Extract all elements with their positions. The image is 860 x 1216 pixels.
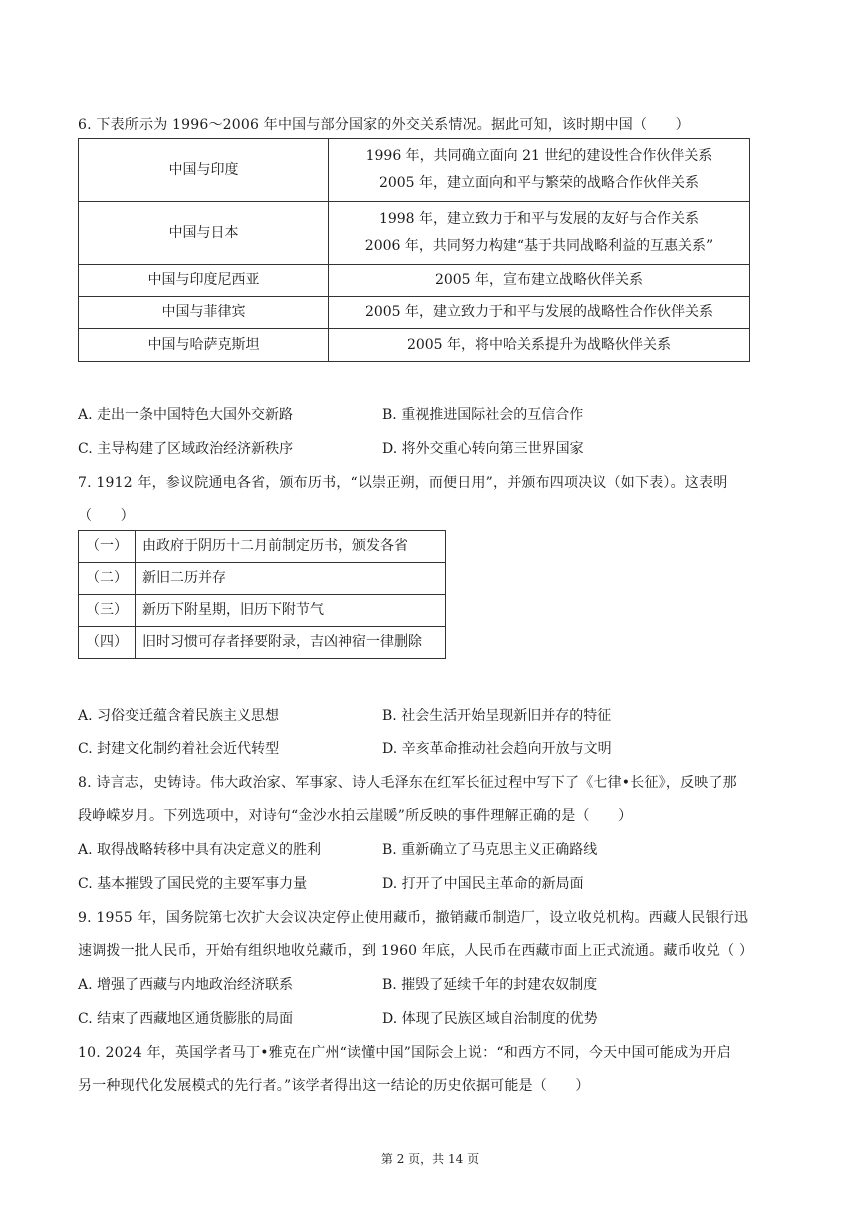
table-cell: 新旧二历并存 xyxy=(136,563,446,595)
cell-line: 2006 年，共同努力构建“基于共同战略利益的互惠关系” xyxy=(364,238,714,254)
table-cell: 2005 年，将中哈关系提升为战略伙伴关系 xyxy=(329,329,750,362)
table-row xyxy=(79,265,750,297)
q6-option-c[interactable]: C. 主导构建了区域政治经济新秩序 xyxy=(78,441,294,457)
table-row xyxy=(79,563,446,595)
q9-option-c[interactable]: C. 结束了西藏地区通货膨胀的局面 xyxy=(78,1011,294,1027)
q7-option-c[interactable]: C. 封建文化制约着社会近代转型 xyxy=(78,741,280,757)
q7-option-a[interactable]: A. 习俗变迁蕴含着民族主义思想 xyxy=(78,708,280,724)
table-row xyxy=(79,139,750,202)
q7-stem-cont: （ ） xyxy=(78,508,135,524)
page-footer: 第 2 页，共 14 页 xyxy=(380,1152,480,1166)
table-cell: 中国与哈萨克斯坦 xyxy=(79,329,329,362)
table-cell xyxy=(329,139,750,202)
q10-stem: 10. 2024 年，英国学者马丁•雅克在广州“读懂中国”国际会上说：“和西方不同，今天中国可能成为开启 xyxy=(78,1045,731,1061)
q9-option-b[interactable]: B. 摧毁了延续千年的封建农奴制度 xyxy=(382,977,598,993)
table-row xyxy=(79,297,750,329)
table-cell: （三） xyxy=(79,595,136,627)
q9-stem: 9. 1955 年，国务院第七次扩大会议决定停止使用藏币，撤销藏币制造厂，设立收兑机构。西藏人民银行迅 xyxy=(78,910,749,926)
table-cell: 2005 年，建立致力于和平与发展的战略性合作伙伴关系 xyxy=(329,297,750,329)
table-cell: 中国与印度尼西亚 xyxy=(79,265,329,297)
q8-option-a[interactable]: A. 取得战略转移中具有决定意义的胜利 xyxy=(78,842,322,858)
cell-line: 2005 年，建立面向和平与繁荣的战略合作伙伴关系 xyxy=(378,175,700,191)
q9-option-d[interactable]: D. 体现了民族区域自治制度的优势 xyxy=(382,1011,598,1027)
q8-option-b[interactable]: B. 重新确立了马克思主义正确路线 xyxy=(382,842,598,858)
q6-option-b[interactable]: B. 重视推进国际社会的互信合作 xyxy=(382,407,584,423)
table-cell: 2005 年，宣布建立战略伙伴关系 xyxy=(329,265,750,297)
table-cell: 中国与菲律宾 xyxy=(79,297,329,329)
table-cell: （二） xyxy=(79,563,136,595)
q10-stem-cont: 另一种现代化发展模式的先行者。”该学者得出这一结论的历史依据可能是（ ） xyxy=(78,1078,590,1094)
cell-line: 1998 年，建立致力于和平与发展的友好与合作关系 xyxy=(378,211,700,227)
table-cell: 中国与日本 xyxy=(79,202,329,265)
q6-option-a[interactable]: A. 走出一条中国特色大国外交新路 xyxy=(78,407,294,423)
table-cell: 旧时习惯可存者择要附录，吉凶神宿一律删除 xyxy=(136,627,446,659)
table-cell: 新历下附星期，旧历下附节气 xyxy=(136,595,446,627)
table-cell: 中国与印度 xyxy=(79,139,329,202)
table-row xyxy=(79,531,446,563)
q9-option-a[interactable]: A. 增强了西藏与内地政治经济联系 xyxy=(78,977,294,993)
table-row xyxy=(79,595,446,627)
cell-line: 1996 年，共同确立面向 21 世纪的建设性合作伙伴关系 xyxy=(365,148,713,164)
q8-option-d[interactable]: D. 打开了中国民主革命的新局面 xyxy=(382,876,584,892)
q8-stem: 8. 诗言志，史铸诗。伟大政治家、军事家、诗人毛泽东在红军长征过程中写下了《七律•长征》，反映了那 xyxy=(78,775,737,791)
table-cell: （四） xyxy=(79,627,136,659)
table-cell: 由政府于阴历十二月前制定历书，颁发各省 xyxy=(136,531,446,563)
table-cell: （一） xyxy=(79,531,136,563)
q7-table xyxy=(78,530,446,659)
q6-option-d[interactable]: D. 将外交重心转向第三世界国家 xyxy=(382,441,584,457)
q8-option-c[interactable]: C. 基本摧毁了国民党的主要军事力量 xyxy=(78,876,308,892)
q8-stem-cont: 段峥嵘岁月。下列选项中，对诗句“金沙水拍云崖暖”所反映的事件理解正确的是（ ） xyxy=(78,808,633,824)
q7-option-b[interactable]: B. 社会生活开始呈现新旧并存的特征 xyxy=(382,708,612,724)
table-row xyxy=(79,202,750,265)
table-row xyxy=(79,329,750,362)
table-cell xyxy=(329,202,750,265)
q7-option-d[interactable]: D. 辛亥革命推动社会趋向开放与文明 xyxy=(382,741,612,757)
q7-stem: 7. 1912 年，参议院通电各省，颁布历书，“以崇正朔，而便日用”，并颁布四项决议（如下表）。这表明 xyxy=(78,475,728,491)
q6-table xyxy=(78,138,750,362)
table-row xyxy=(79,627,446,659)
q9-stem-cont: 速调拨一批人民币，开始有组织地收兑藏币，到 1960 年底，人民币在西藏市面上正式流通。藏币收兑（ ） xyxy=(78,943,754,959)
q6-stem: 6. 下表所示为 1996～2006 年中国与部分国家的外交关系情况。据此可知，该时期中国（ ） xyxy=(78,117,690,133)
